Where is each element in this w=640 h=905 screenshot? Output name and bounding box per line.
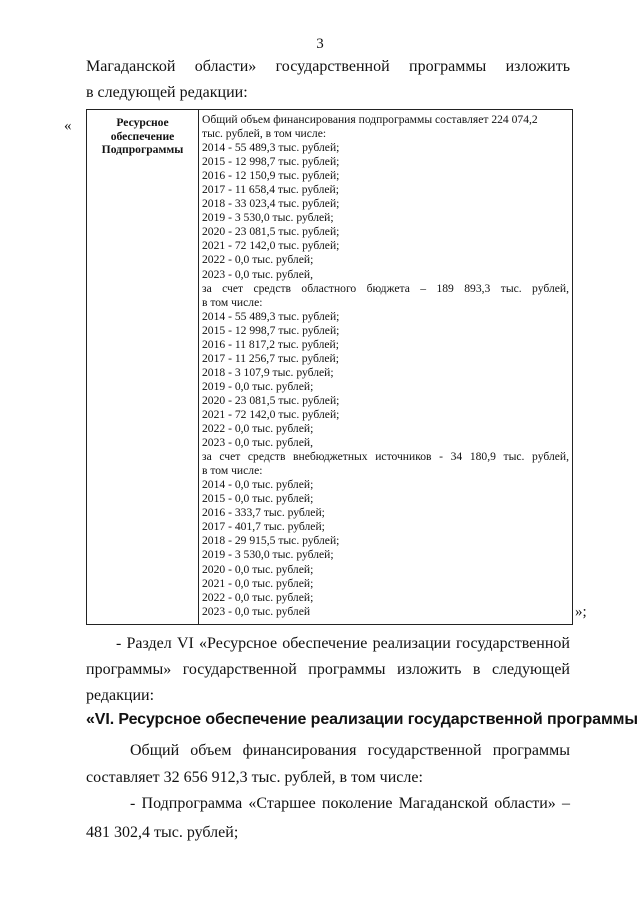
label-line: Подпрограммы [101, 143, 184, 156]
word: государственной [182, 661, 297, 678]
closing-quote: »; [575, 604, 587, 620]
page-number: 3 [316, 36, 324, 52]
paragraph-line [86, 657, 570, 683]
word: области» [194, 58, 257, 75]
funding-line: 2021 - 0,0 тыс. рублей; [202, 576, 314, 590]
word: изложить [505, 58, 570, 75]
funding-line: 2016 - 11 817,2 тыс. рублей; [202, 337, 339, 351]
funding-line: 2019 - 0,0 тыс. рублей; [202, 379, 314, 393]
funding-line: 2014 - 0,0 тыс. рублей; [202, 478, 314, 492]
word: Магаданской [86, 58, 176, 75]
opening-quote: « [64, 118, 72, 134]
funding-line: 2014 - 55 489,3 тыс. рублей; [202, 309, 340, 323]
word: программы [492, 742, 570, 759]
paragraph-line: составляет 32 656 912,3 тыс. рублей, в том числе: [86, 769, 423, 786]
word: поколение [321, 795, 393, 812]
word: «Старшее [248, 795, 316, 812]
paragraph-total-funding [86, 737, 570, 791]
funding-line: 2023 - 0,0 тыс. рублей [202, 604, 311, 618]
word: области» [494, 795, 556, 812]
funding-line: 2015 - 0,0 тыс. рублей; [202, 492, 314, 506]
word: объем [190, 742, 232, 759]
word: программы [409, 58, 487, 75]
word: - [116, 635, 122, 652]
funding-line: 2018 - 3 107,9 тыс. рублей; [202, 365, 334, 379]
funding-line: 2022 - 0,0 тыс. рублей; [202, 253, 314, 267]
word: Общий [130, 742, 180, 759]
funding-line: 2020 - 0,0 тыс. рублей; [202, 562, 314, 576]
funding-line: 2019 - 3 530,0 тыс. рублей; [202, 548, 334, 562]
funding-line: в том числе: [202, 464, 263, 478]
paragraph-subprogram [86, 789, 570, 847]
intro-line-1 [86, 58, 570, 76]
label-line: Ресурсное [116, 116, 169, 129]
word: программы [308, 661, 386, 678]
funding-line: тыс. рублей, в том числе: [202, 127, 327, 141]
word: – [561, 795, 570, 812]
funding-line: 2022 - 0,0 тыс. рублей; [202, 590, 314, 604]
paragraph-line [86, 737, 570, 764]
funding-line: за счет средств областного бюджета – 189 893,3 тыс. рублей, [202, 281, 569, 295]
paragraph-line: редакции: [86, 687, 155, 704]
word: Раздел [126, 635, 172, 652]
word: изложить [397, 661, 462, 678]
funding-line: 2015 - 12 998,7 тыс. рублей; [202, 155, 340, 169]
intro-line-2: в следующей редакции: [86, 84, 248, 101]
word: государственной [275, 58, 390, 75]
word: Подпрограмма [141, 795, 243, 812]
funding-line: 2021 - 72 142,0 тыс. рублей; [202, 239, 340, 253]
funding-line: Общий объем финансирования подпрограммы составляет 224 074,2 [202, 113, 538, 126]
resource-table [86, 109, 573, 625]
table-label-cell [87, 110, 199, 625]
word: финансирования [242, 742, 357, 759]
funding-line: 2017 - 11 256,7 тыс. рублей; [202, 351, 339, 365]
funding-line: в том числе: [202, 295, 263, 309]
funding-line: 2016 - 333,7 тыс. рублей; [202, 506, 325, 520]
funding-line: 2017 - 401,7 тыс. рублей; [202, 520, 325, 534]
funding-line: 2016 - 12 150,9 тыс. рублей; [202, 169, 340, 183]
funding-line: 2023 - 0,0 тыс. рублей, [202, 436, 313, 450]
word: государственной [455, 635, 570, 652]
funding-line: 2023 - 0,0 тыс. рублей, [202, 267, 313, 281]
funding-line: 2020 - 23 081,5 тыс. рублей; [202, 393, 340, 407]
funding-line: 2014 - 55 489,3 тыс. рублей; [202, 141, 340, 155]
funding-line: 2015 - 12 998,7 тыс. рублей; [202, 323, 340, 337]
label-line: обеспечение [110, 129, 175, 143]
funding-line: 2019 - 3 530,0 тыс. рублей; [202, 211, 334, 225]
paragraph-line: 481 302,4 тыс. рублей; [86, 824, 239, 841]
word: следующей [491, 661, 570, 678]
funding-line: 2021 - 72 142,0 тыс. рублей; [202, 407, 340, 421]
word: «Ресурсное [199, 635, 278, 652]
word: VI [176, 635, 194, 652]
word: в [472, 661, 481, 678]
paragraph-line [86, 631, 570, 657]
paragraph-section-vi-intro [86, 631, 570, 709]
funding-line: 2018 - 29 915,5 тыс. рублей; [202, 534, 340, 548]
paragraph-line [86, 789, 570, 818]
funding-line: 2018 - 33 023,4 тыс. рублей; [202, 197, 340, 211]
word: государственной [367, 742, 482, 759]
word: Магаданской [398, 795, 489, 812]
word: обеспечение [282, 635, 368, 652]
word: программы» [86, 661, 172, 678]
section-heading: «VI. Ресурсное обеспечение реализации государственной программы [86, 711, 638, 728]
funding-line: 2017 - 11 658,4 тыс. рублей; [202, 183, 339, 197]
word: реализации [372, 635, 451, 652]
funding-line: 2022 - 0,0 тыс. рублей; [202, 422, 314, 436]
funding-line: 2020 - 23 081,5 тыс. рублей; [202, 225, 340, 239]
table-content-cell [199, 110, 573, 625]
funding-line: за счет средств внебюджетных источников - 34 180,9 тыс. рублей, [202, 450, 569, 464]
word: - [130, 795, 136, 812]
